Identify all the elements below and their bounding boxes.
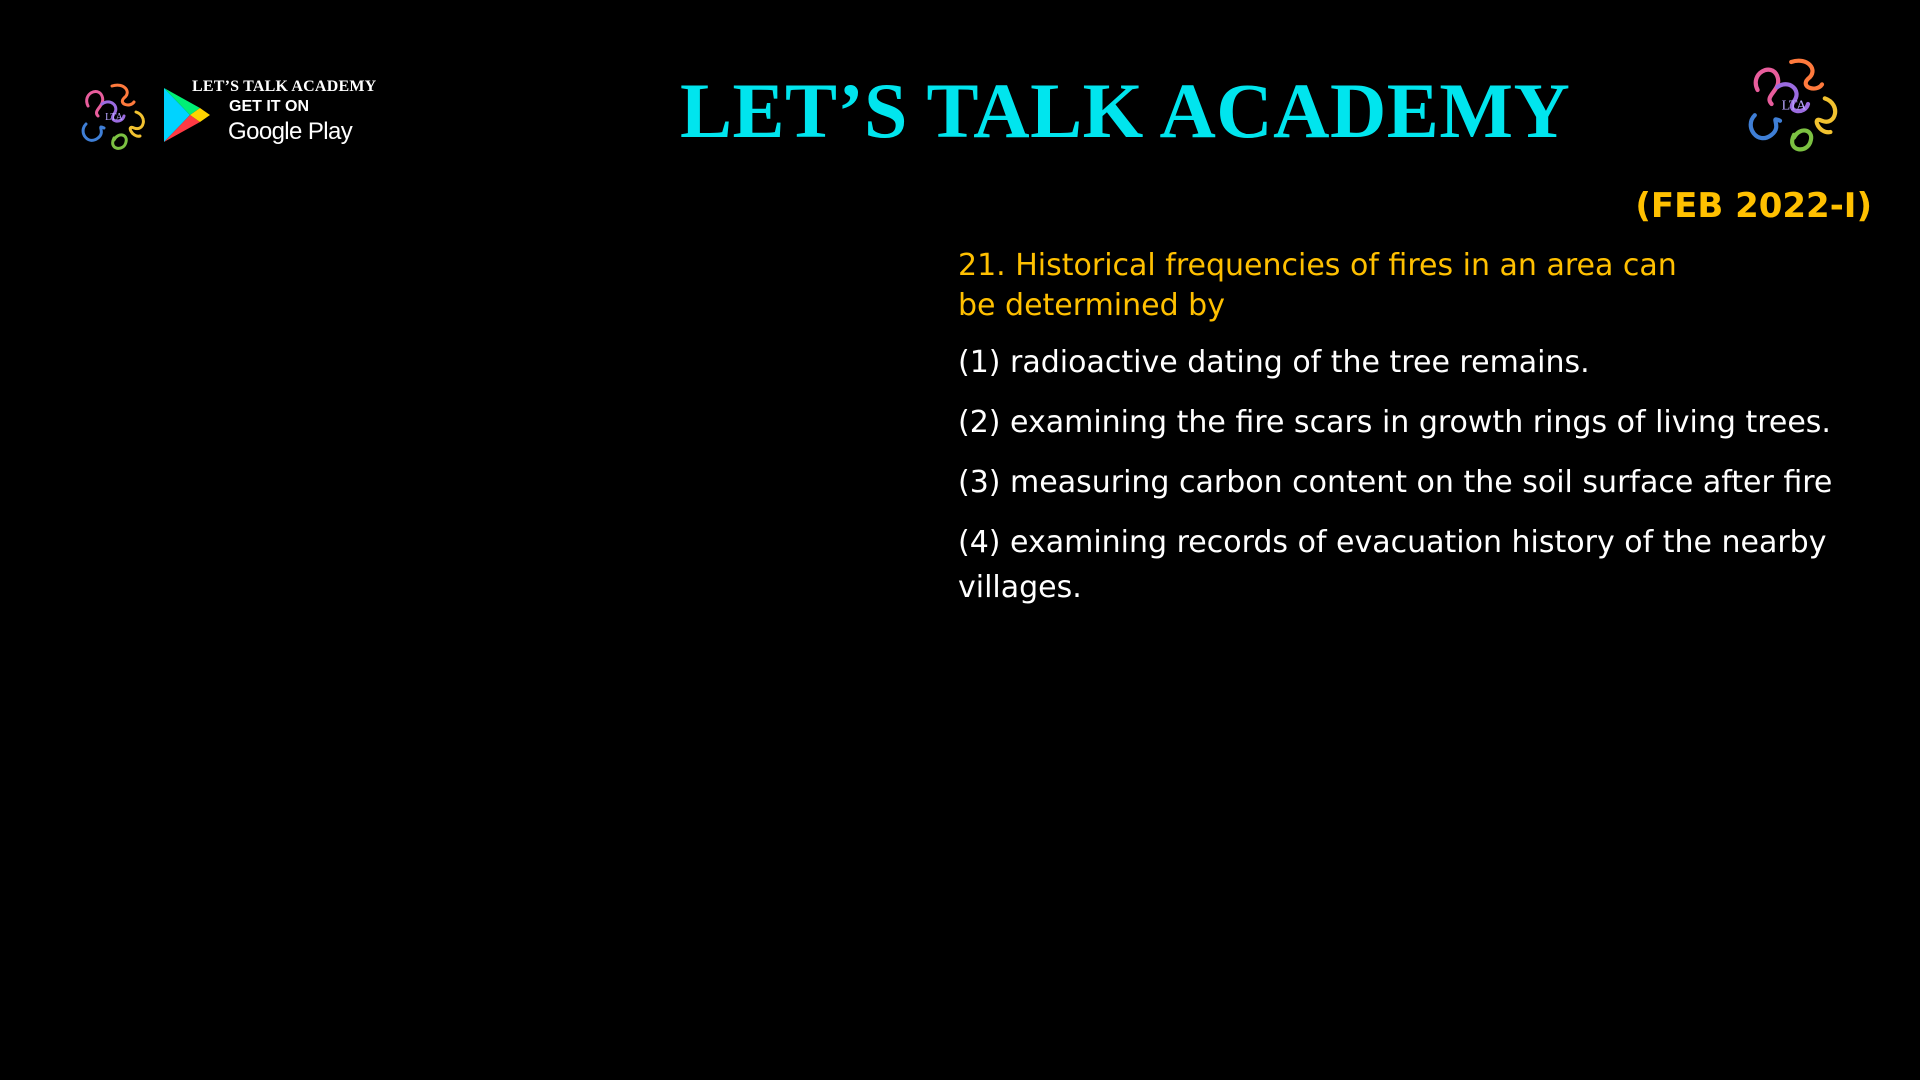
option-1[interactable]: (1) radioactive dating of the tree remains.	[958, 345, 1590, 380]
badge-get-it-on: GET IT ON	[229, 98, 309, 115]
question-text: 21. Historical frequencies of fires in an area can be determined by	[958, 248, 1677, 323]
question-block	[958, 246, 1858, 625]
lta-logo-right-icon	[1738, 48, 1850, 160]
option-4[interactable]: (4) examining records of evacuation history of the nearby villages.	[958, 525, 1827, 605]
option-2[interactable]: (2) examining the fire scars in growth rings of living trees.	[958, 405, 1831, 440]
page-title: LET’S TALK ACADEMY	[680, 67, 1571, 154]
badge-store-name: Google Play	[228, 118, 353, 145]
badge-academy-label: LET’S TALK ACADEMY	[192, 78, 377, 95]
google-play-badge[interactable]	[74, 76, 414, 158]
lta-logo-left-icon	[74, 76, 154, 156]
option-3[interactable]: (3) measuring carbon content on the soil surface after fire	[958, 465, 1833, 500]
svg-text:LTA: LTA	[1781, 98, 1807, 114]
exam-tag: (FEB 2022-I)	[1635, 186, 1872, 226]
svg-text:LTA: LTA	[105, 112, 123, 123]
